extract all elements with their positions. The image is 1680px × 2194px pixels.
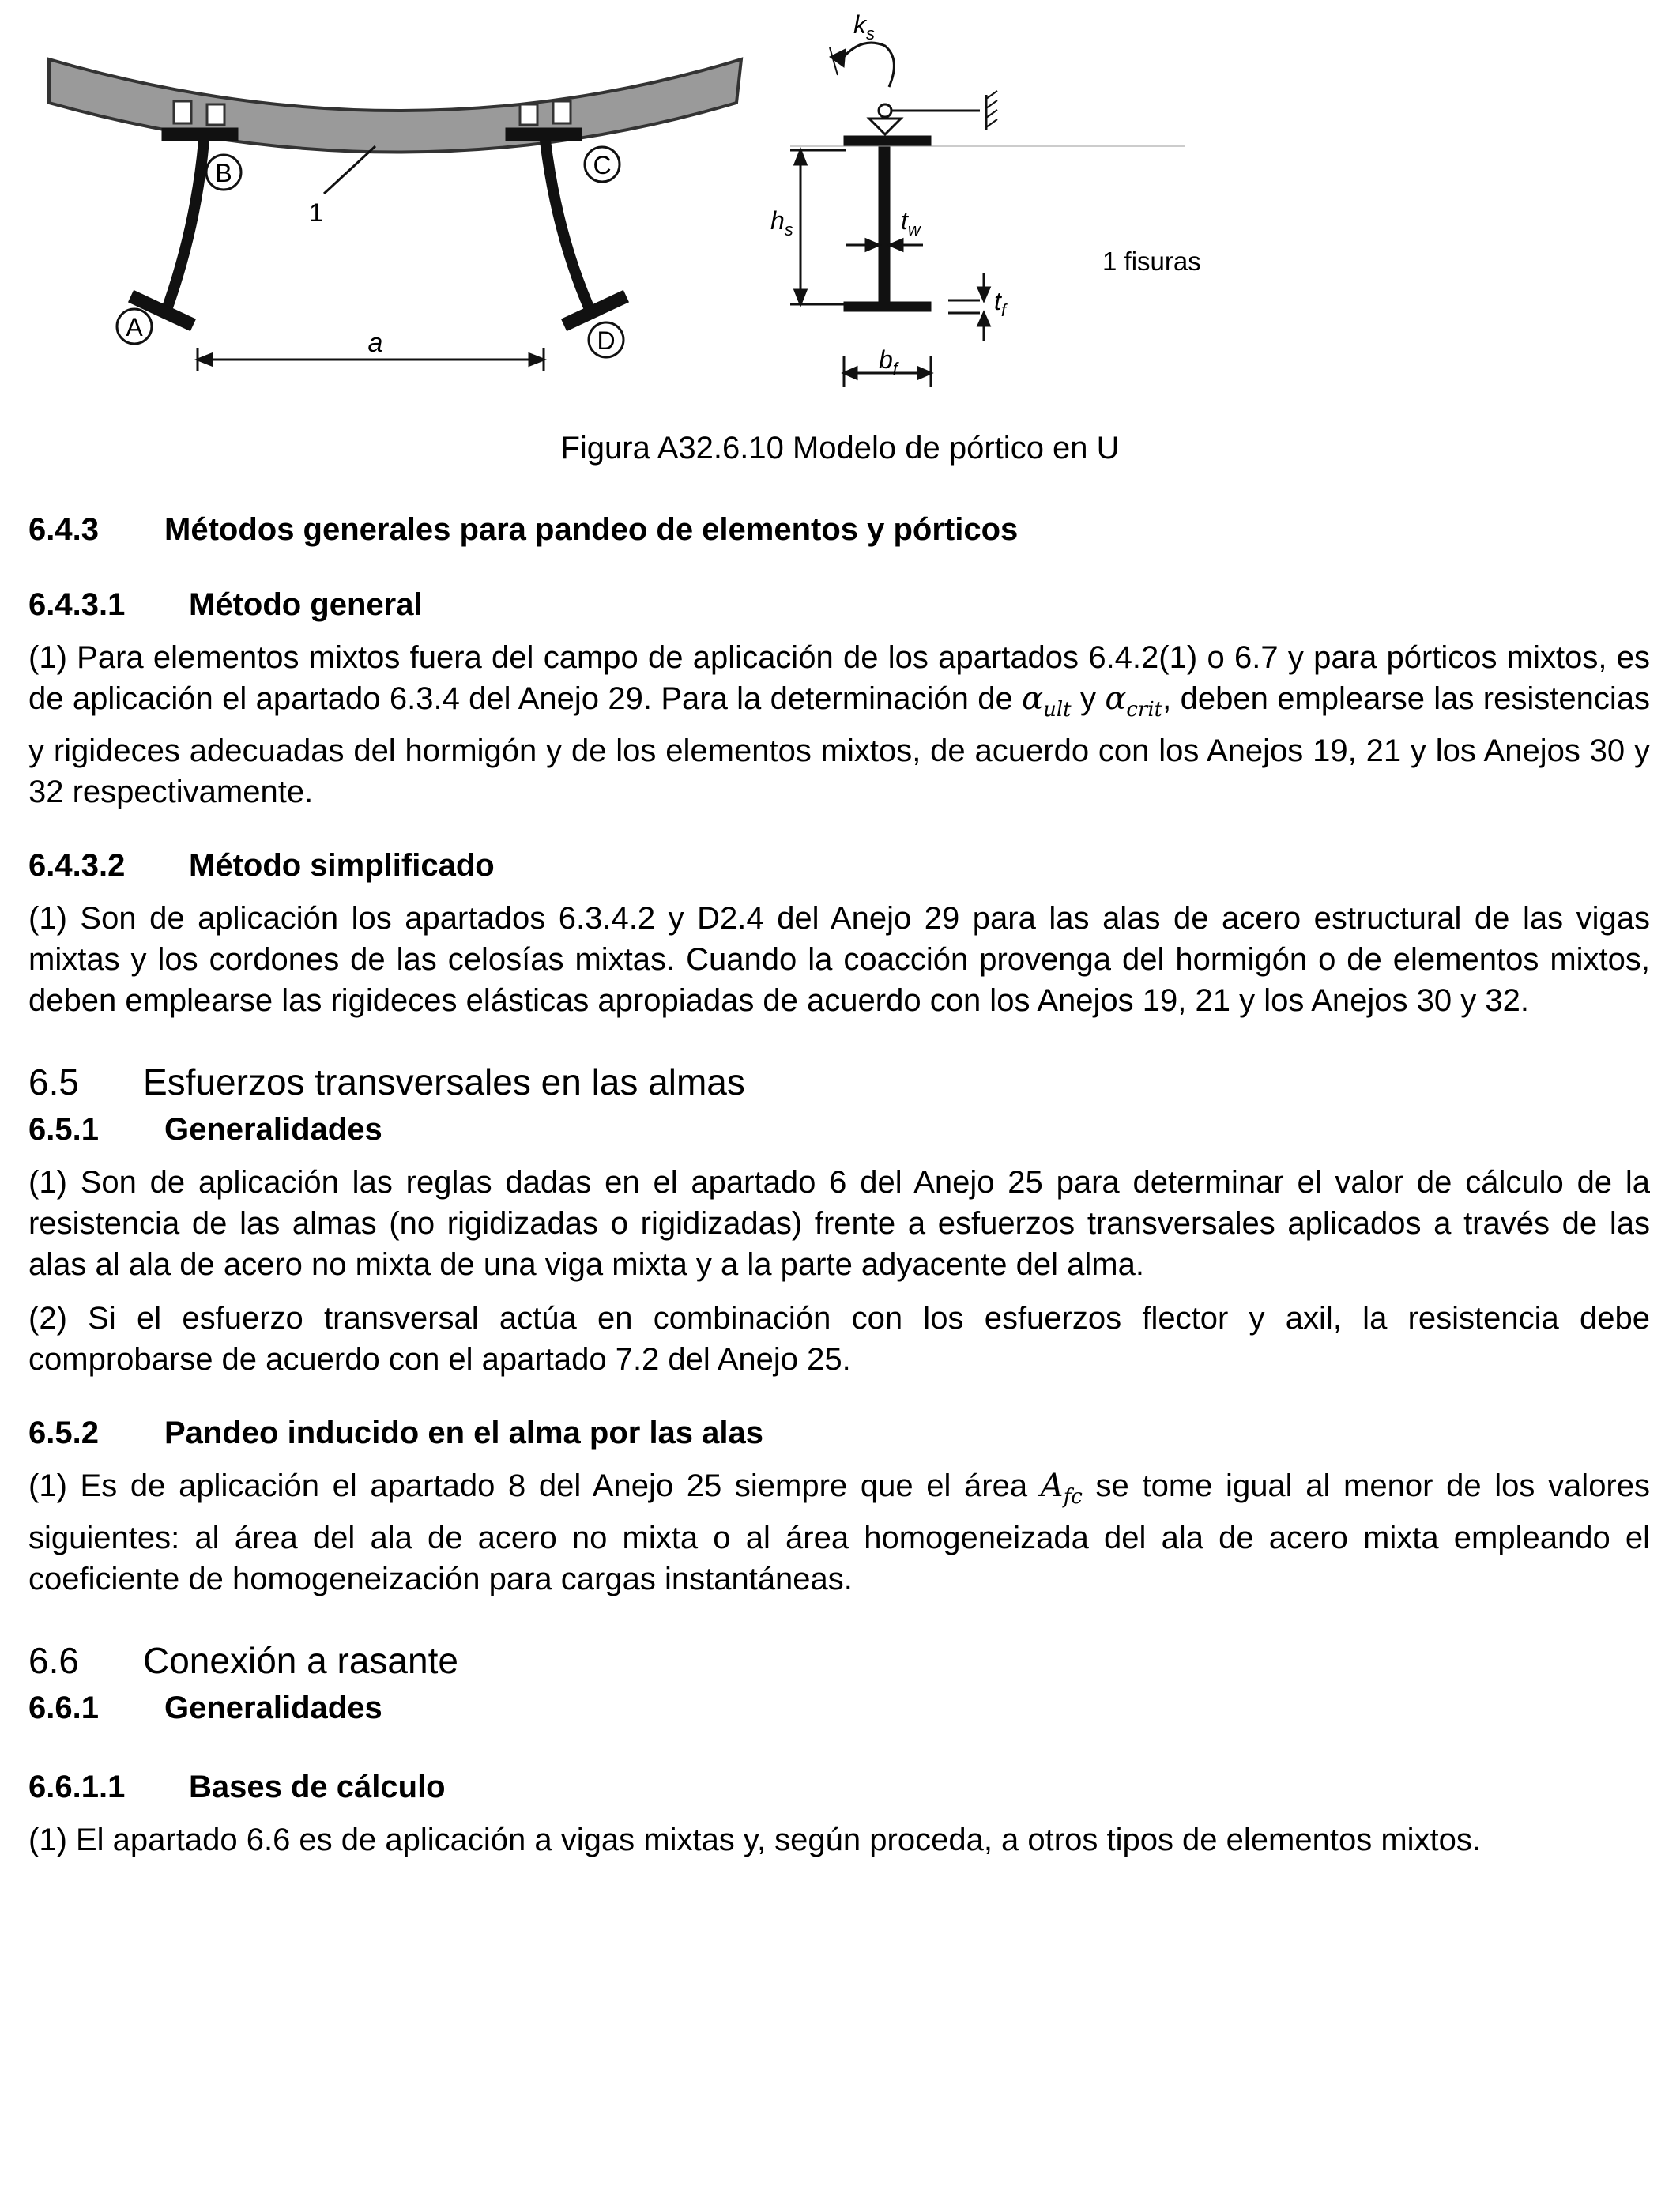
heading-6-5: 6.5 Esfuerzos transversales en las almas xyxy=(28,1061,745,1103)
dimension-tf xyxy=(948,273,989,341)
paragraph-6-4-3-2-1: (1) Son de aplicación los apartados 6.3.4.2 y D2.4 del Anejo 29 para las alas de acero estructural de las vigas mixtas y los cordones de las celosías mixtas. Cuando la coacción provenga del hormigón o de elementos mixtos, deben emplearse las rigideces elásticas apropiadas de acuerdo con los Anejos 19, 21 y los Anejos 30 y 32. xyxy=(28,901,1650,1018)
label-c: C xyxy=(593,151,612,179)
label-bf: $b_f$ xyxy=(879,345,898,379)
paragraph-6-5-2-1: (1) Es de aplicación el apartado 8 del Anejo 25 siempre que el área $A_{fc}$ se tome igual al menor de los valores siguientes: al área del ala de acero no mixta o al área homogeneizada del ala de acero mixta empleando el coeficiente de homogeneización para cargas instantáneas. xyxy=(28,1468,1651,1596)
paragraph-6-6-1-1-1: (1) El apartado 6.6 es de aplicación a vigas mixtas y, según proceda, a otros tipos de elementos mixtos. xyxy=(28,1823,1482,1857)
concrete-slab xyxy=(49,59,741,153)
paragraph-6-5-1-2: (2) Si el esfuerzo transversal actúa en combinación con los esfuerzos flector y axil, la resistencia debe comprobarse de acuerdo con el apartado 7.2 del Anejo 25. xyxy=(28,1301,1650,1377)
cross-section xyxy=(830,43,997,311)
heading-6-6-1-1: 6.6.1.1 Bases de cálculo xyxy=(28,1770,446,1804)
label-b: B xyxy=(215,159,232,187)
label-ks: $k_s$ xyxy=(853,10,875,43)
heading-6-4-3: 6.4.3 Métodos generales para pandeo de elementos y pórticos xyxy=(28,512,1019,547)
heading-6-5-2: 6.5.2 Pandeo inducido en el alma por las alas xyxy=(28,1416,764,1450)
u-frame-figure xyxy=(24,8,1604,403)
label-tw: $t_w$ xyxy=(901,206,921,239)
label-a-dim: a xyxy=(367,328,383,358)
label-d: D xyxy=(597,326,616,355)
paragraph-6-5-1-1: (1) Son de aplicación las reglas dadas en el apartado 6 del Anejo 25 para determinar el valor de cálculo de la resistencia de las almas (no rigidizadas o rigidizadas) frente a esfuerzos transversales aplicados a través de las alas al ala de acero no mixta de una viga mixta y a la parte adyacente del alma. xyxy=(28,1165,1650,1282)
heading-6-4-3-1: 6.4.3.1 Método general xyxy=(28,587,423,622)
figure-caption: Figura A32.6.10 Modelo de pórtico en U xyxy=(560,431,1120,466)
heading-6-6-1: 6.6.1 Generalidades xyxy=(28,1691,382,1725)
crack-leader xyxy=(324,146,375,194)
label-hs: $h_s$ xyxy=(770,206,793,239)
label-one: 1 xyxy=(309,198,323,227)
label-tf: $t_f$ xyxy=(994,287,1007,320)
dimension-hs xyxy=(790,146,1185,304)
heading-6-6: 6.6 Conexión a rasante xyxy=(28,1640,458,1681)
label-a-node: A xyxy=(126,313,143,341)
heading-6-4-3-2: 6.4.3.2 Método simplificado xyxy=(28,848,495,883)
paragraph-6-4-3-1-1: (1) Para elementos mixtos fuera del campo de aplicación de los apartados 6.4.2(1) o 6.7 y para pórticos mixtos, es de aplicación el apartado 6.3.4 del Anejo 29. Para la determinación de $\alpha_{ult}$ y $\alpha_{crit}$, deben emplearse las resistencias y rigideces adecuadas del hormigón y de los elementos mixtos, de acuerdo con los Anejos 19, 21 y los Anejos 30 y 32 respectivamente. xyxy=(28,640,1650,809)
heading-6-5-1: 6.5.1 Generalidades xyxy=(28,1112,382,1147)
figure-note: 1 fisuras xyxy=(1102,247,1201,276)
document-body xyxy=(28,506,1650,1860)
